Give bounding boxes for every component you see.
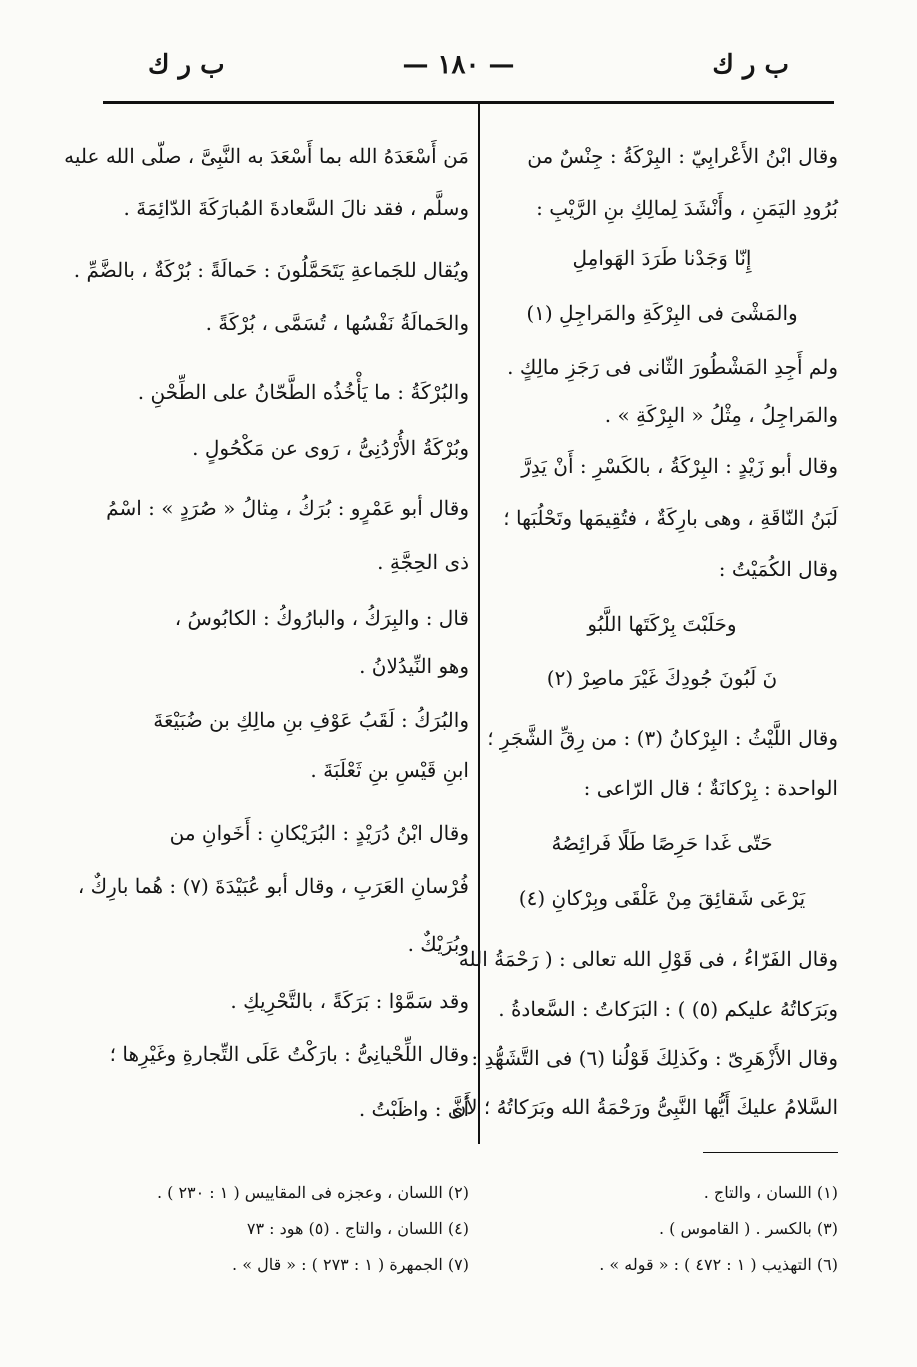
text-line: وبُرْكَةُ الأُرْدُنِىُّ ، رَوى عن مَكْحُولٍ . (192, 436, 469, 460)
text-line: وقال اللَّيْثُ : البِرْكانُ (۳) : من رِقِّ الشَّجَرِ ؛ (487, 726, 838, 750)
footnote: (٤) اللسان ، والتاج . (٥) هود : ٧٣ (246, 1219, 469, 1238)
footnote: (۳) بالكسر . ( القاموس ) . (658, 1219, 838, 1238)
text-line: والحَمالَةُ نَفْسُها ، تُسَمَّى ، بُرْكَةً . (205, 311, 469, 335)
text-line: ذى الحِجَّةِ . (377, 550, 469, 574)
text-line: والبُرَكُ : لَقَبُ عَوْفِ بنِ مالِكِ بن ضُبَيْعَةَ (153, 708, 469, 732)
text-line: والبُرْكَةُ : ما يَأْخُذُه الطَّحّانُ على الطِّحْنِ . (137, 380, 469, 404)
text-line: أى : واظَبْتُ . (358, 1097, 469, 1121)
footnote: (۱) اللسان ، والتاج . (703, 1183, 838, 1202)
text-line: ابنِ قَيْسِ بنِ ثَعْلَبَةَ . (310, 758, 469, 782)
text-line: وبَرَكاتُهُ عليكم (٥) ) : البَرَكاتُ : السَّعادةُ . (498, 997, 838, 1021)
footnote: (۲) اللسان ، وعجزه فى المقاييس ( ۱ : ۲۳۰ ) . (156, 1183, 469, 1202)
text-line: مَن أَسْعَدَهُ الله بما أَسْعَدَ به النَّبِىَّ ، صلّى الله عليه (64, 144, 469, 168)
text-line: وقال أبو عَمْرٍو : بُرَكُ ، مِثالُ « صُرَدٍ » : اسْمُ (106, 496, 469, 520)
footnote: (٧) الجمهرة ( ۱ : ۲۷۳ ) : « قال » . (232, 1255, 469, 1274)
text-line: السَّلامُ عليكَ أَيُّها النَّبِىُّ ورَحْمَةُ الله وبَرَكاتُهُ ؛ لأَنَّ (451, 1095, 838, 1119)
text-line: ويُقال للجَماعةِ يَتَحَمَّلُونَ : حَمالَةً : بُرْكَةٌ ، بالضَّمِّ . (73, 258, 469, 282)
root-heading-right: ب ر ك (712, 50, 789, 80)
page-number: — ۱۸۰ — (402, 50, 515, 80)
text-line: والمَراجِلُ ، مِثْلُ « البِرْكَةِ » . (604, 403, 838, 427)
verse-line: إِنّا وَجَدْنا طَرَدَ الهَوامِلِ (572, 246, 752, 270)
verse-line: نَ لَبُونَ جُودِكَ غَيْرَ ماصِرْ (۲) (546, 666, 778, 690)
root-heading-left: ب ر ك (148, 50, 225, 80)
text-line: وقال ابْنُ دُرَيْدٍ : البُرَيْكانِ : أَخَوانِ من (169, 821, 469, 845)
text-line: وبُرَيْكٌ . (407, 932, 469, 956)
verse-line: حَتّى غَدا حَرِصًا طَلًا فَرائِصُهُ (551, 831, 773, 855)
text-line: وقال الكُمَيْتُ : (718, 557, 838, 581)
verse-line: وحَلَبْتَ بِرْكَتَها اللَّبُو (587, 612, 737, 636)
text-line: وقد سَمَّوْا : بَرَكَةً ، بالتَّحْرِيكِ . (230, 989, 469, 1013)
footnote: (٦) التهذيب ( ۱ : ٤٧٢ ) : « قوله » . (599, 1255, 838, 1274)
text-line: ولم أَجِدِ المَشْطُورَ الثّانى فى رَجَزِ مالِكٍ . (507, 355, 838, 379)
text-line: وقال الفَرّاءُ ، فى قَوْلِ الله تعالى : ( رَحْمَةُ الله (458, 947, 838, 971)
text-line: قال : والبِرَكُ ، والبارُوكُ : الكابُوسُ ، (174, 606, 469, 630)
text-line: الواحدة : بِرْكانَةٌ ؛ قال الرّاعى : (583, 776, 838, 800)
text-line: فُرْسانِ العَرَبِ ، وقال أبو عُبَيْدَةَ (٧) : هُما بارِكٌ ، (77, 874, 469, 898)
text-line: وهو النِّيدُلانُ . (359, 654, 469, 678)
text-line: وقال الأَزْهَرِىّ : وكَذلِكَ قَوْلُنا (٦) فى التَّشَهُّدِ : (471, 1046, 838, 1070)
text-line: وقال أبو زَيْدٍ : البِرْكَةُ ، بالكَسْرِ : أَنْ يَدِرَّ (521, 454, 838, 478)
text-line: وقال اللِّحْيانِىُّ : بارَكْتُ عَلَى التِّجارةِ وغَيْرِها ؛ (109, 1042, 469, 1066)
footnote-rule (703, 1152, 838, 1153)
verse-line: يَرْعَى شَقائِقَ مِنْ عَلْقَى وبِرْكانِ (٤) (518, 886, 806, 910)
text-line: لَبَنُ النّاقَةِ ، وهى بارِكَةٌ ، فتُقِيمَها وتَحْلُبَها ؛ (503, 506, 838, 530)
header-rule (103, 101, 834, 104)
text-line: بُرُودِ اليَمَنِ ، وأَنْشَدَ لِمالِكِ بنِ الرَّيْبِ : (536, 196, 838, 220)
text-line: وسلَّم ، فقد نالَ السَّعادةَ المُبارَكَةَ الدّائِمَةَ . (123, 196, 469, 220)
verse-line: والمَشْىَ فى البِرْكَةِ والمَراجِلِ (۱) (526, 301, 798, 325)
column-divider (478, 104, 480, 1144)
text-line: وقال ابْنُ الأَعْرابِيّ : البِرْكَةُ : جِنْسٌ من (527, 144, 838, 168)
